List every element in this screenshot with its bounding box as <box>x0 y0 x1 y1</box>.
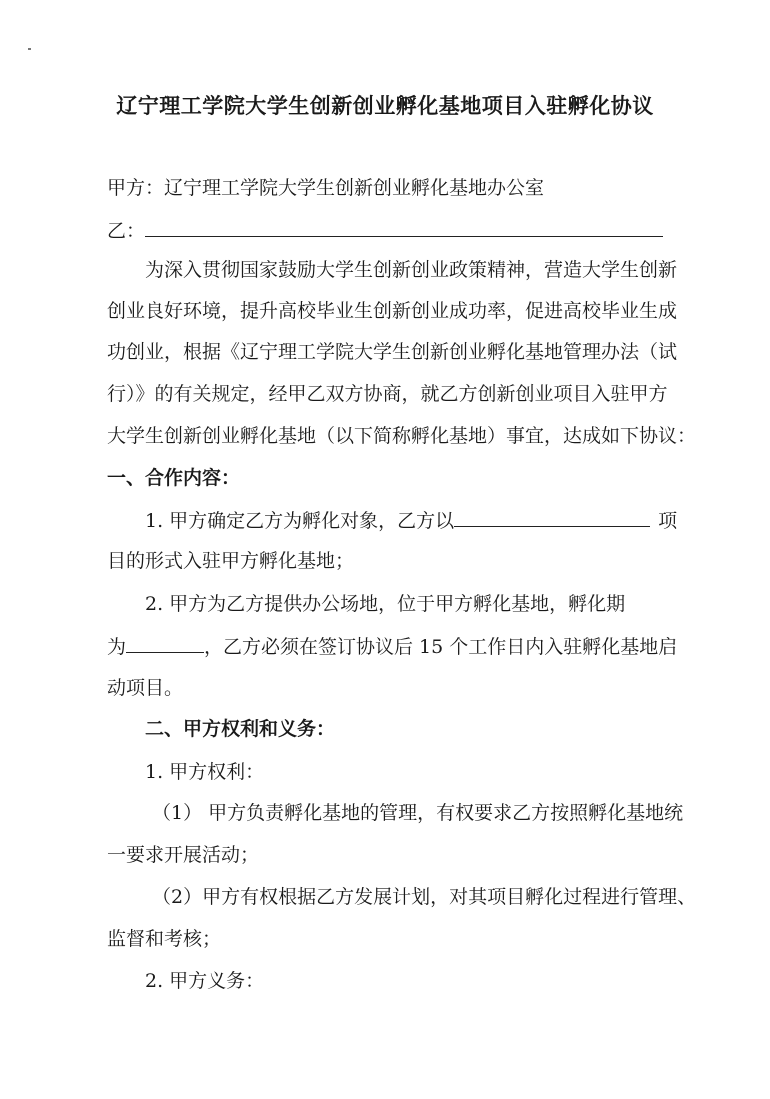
item-2-text-after: ，乙方必须在签订协议后 15 个工作日内入驻孵化基地启 <box>204 636 678 658</box>
incubation-period-blank <box>126 634 204 653</box>
party-a-line <box>107 176 544 200</box>
preamble-line-2: 创业良好环境，提升高校毕业生创新创业成功率，促进高校毕业生成 <box>107 300 678 322</box>
item-1-text-before: 1. 甲方确定乙方为孵化对象，乙方以 <box>145 510 455 532</box>
party-b-blank <box>145 218 663 237</box>
preamble-line-1: 为深入贯彻国家鼓励大学生创新创业政策精神，营造大学生创新 <box>145 259 678 281</box>
item-2-text-before: 为 <box>107 636 127 658</box>
section-1-item-1-line-1 <box>145 508 677 533</box>
party-a-label: 甲方： <box>107 177 165 199</box>
duties-heading: 2. 甲方义务： <box>145 970 265 992</box>
party-b-label: 乙： <box>107 220 146 242</box>
right-2-line-2: 监督和考核； <box>107 928 222 950</box>
party-a-name: 辽宁理工学院大学生创新创业孵化基地办公室 <box>164 177 545 199</box>
section-1-heading: 一、合作内容： <box>107 467 241 489</box>
right-1-line-2: 一要求开展活动； <box>107 844 260 866</box>
preamble-line-5: 大学生创新创业孵化基地（以下简称孵化基地）事宜，达成如下协议： <box>107 425 697 447</box>
right-1-line-1: （1） 甲方负责孵化基地的管理，有权要求乙方按照孵化基地统 <box>152 802 684 824</box>
section-2-heading: 二、甲方权利和义务： <box>145 718 336 740</box>
item-1-text-after: 项 <box>658 510 678 532</box>
section-1-item-2-line-2 <box>107 634 677 659</box>
rights-heading: 1. 甲方权利： <box>145 761 265 783</box>
preamble-line-3: 功创业，根据《辽宁理工学院大学生创新创业孵化基地管理办法（试 <box>107 341 678 363</box>
document-title: 辽宁理工学院大学生创新创业孵化基地项目入驻孵化协议 <box>116 93 654 118</box>
scan-artifact <box>28 48 31 50</box>
section-1-item-2-line-3: 动项目。 <box>107 677 184 699</box>
right-2-line-1: （2）甲方有权根据乙方发展计划，对其项目孵化过程进行管理、 <box>152 886 697 908</box>
project-name-blank <box>454 508 650 527</box>
party-b-line <box>107 218 663 243</box>
preamble-line-4: 行）》的有关规定，经甲乙双方协商，就乙方创新创业项目入驻甲方 <box>107 383 668 405</box>
section-1-item-1-line-2: 目的形式入驻甲方孵化基地； <box>107 550 355 572</box>
section-1-item-2-line-1: 2. 甲方为乙方提供办公场地，位于甲方孵化基地，孵化期 <box>145 593 626 615</box>
